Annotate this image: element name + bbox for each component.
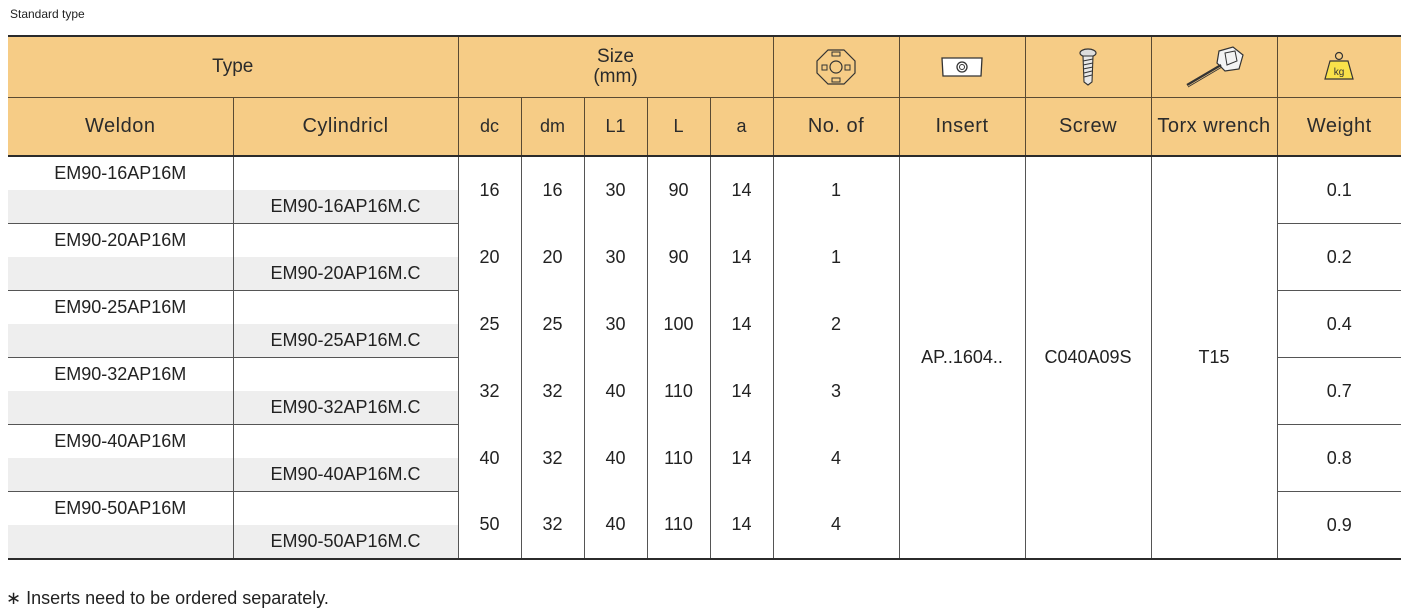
header-dc: dc (458, 98, 521, 157)
insert-value: AP..1604.. (899, 156, 1025, 559)
l1-value: 30 (584, 291, 647, 358)
header-size-label: Size (597, 46, 634, 67)
table-caption: Standard type (10, 7, 85, 21)
dm-value: 32 (521, 358, 584, 425)
header-no-of: No. of (773, 98, 899, 157)
header-weight: Weight (1277, 98, 1401, 157)
no-of-value: 1 (773, 224, 899, 291)
weldon-code-empty (8, 324, 233, 358)
spec-table (8, 35, 1401, 560)
header-weight-icon-cell (1277, 36, 1401, 98)
footnote: ∗ Inserts need to be ordered separately. (6, 588, 329, 608)
header-screw: Screw (1025, 98, 1151, 157)
dm-value: 32 (521, 492, 584, 560)
weldon-code-empty (8, 525, 233, 559)
cylindrical-code: EM90-25AP16M.C (233, 324, 458, 358)
no-of-value: 1 (773, 156, 899, 224)
insert-count-icon (814, 47, 858, 87)
header-a: a (710, 98, 773, 157)
weldon-code: EM90-40AP16M (8, 425, 233, 459)
cylindrical-code: EM90-20AP16M.C (233, 257, 458, 291)
no-of-value: 4 (773, 492, 899, 560)
cylindrical-code-empty (233, 358, 458, 392)
weldon-code-empty (8, 391, 233, 425)
header-torx-wrench: Torx wrench (1151, 98, 1277, 157)
weldon-code-empty (8, 190, 233, 224)
l-value: 100 (647, 291, 710, 358)
l-value: 110 (647, 492, 710, 560)
header-torx-icon-cell (1151, 36, 1277, 98)
cylindrical-code: EM90-50AP16M.C (233, 525, 458, 559)
no-of-value: 2 (773, 291, 899, 358)
dc-value: 40 (458, 425, 521, 492)
cylindrical-code: EM90-32AP16M.C (233, 391, 458, 425)
header-size (458, 36, 773, 98)
header-insert: Insert (899, 98, 1025, 157)
a-value: 14 (710, 492, 773, 560)
torx-wrench-icon (1181, 45, 1247, 89)
weldon-code: EM90-50AP16M (8, 492, 233, 526)
no-of-value: 4 (773, 425, 899, 492)
a-value: 14 (710, 358, 773, 425)
torx-value: T15 (1151, 156, 1277, 559)
weldon-code: EM90-16AP16M (8, 156, 233, 190)
a-value: 14 (710, 156, 773, 224)
cylindrical-code: EM90-40AP16M.C (233, 458, 458, 492)
dm-value: 32 (521, 425, 584, 492)
weight-value: 0.8 (1277, 425, 1401, 492)
weight-value: 0.2 (1277, 224, 1401, 291)
weldon-code-empty (8, 257, 233, 291)
l1-value: 40 (584, 492, 647, 560)
a-value: 14 (710, 425, 773, 492)
l-value: 90 (647, 224, 710, 291)
l-value: 90 (647, 156, 710, 224)
cylindrical-code-empty (233, 224, 458, 258)
dc-value: 50 (458, 492, 521, 560)
header-weldon: Weldon (8, 98, 233, 157)
header-dm: dm (521, 98, 584, 157)
cylindrical-code-empty (233, 492, 458, 526)
dm-value: 20 (521, 224, 584, 291)
weight-value: 0.7 (1277, 358, 1401, 425)
header-size-unit: (mm) (593, 66, 638, 87)
a-value: 14 (710, 224, 773, 291)
header-screw-icon-cell (1025, 36, 1151, 98)
weldon-code: EM90-32AP16M (8, 358, 233, 392)
cylindrical-code-empty (233, 156, 458, 190)
dc-value: 16 (458, 156, 521, 224)
weldon-code-empty (8, 458, 233, 492)
weight-icon-label: kg (1333, 67, 1345, 78)
l-value: 110 (647, 425, 710, 492)
table-row (8, 156, 1401, 190)
dc-value: 25 (458, 291, 521, 358)
l1-value: 40 (584, 425, 647, 492)
weight-kg-icon (1322, 51, 1356, 83)
weight-value: 0.4 (1277, 291, 1401, 358)
insert-icon (937, 54, 987, 80)
header-no-of-icon-cell (773, 36, 899, 98)
cylindrical-code-empty (233, 291, 458, 325)
header-l: L (647, 98, 710, 157)
l-value: 110 (647, 358, 710, 425)
dc-value: 20 (458, 224, 521, 291)
header-type: Type (8, 36, 458, 98)
cylindrical-code-empty (233, 425, 458, 459)
screw-value: C040A09S (1025, 156, 1151, 559)
header-cylindrical: Cylindricl (233, 98, 458, 157)
a-value: 14 (710, 291, 773, 358)
header-l1: L1 (584, 98, 647, 157)
dc-value: 32 (458, 358, 521, 425)
weldon-code: EM90-25AP16M (8, 291, 233, 325)
weldon-code: EM90-20AP16M (8, 224, 233, 258)
weight-value: 0.9 (1277, 492, 1401, 560)
no-of-value: 3 (773, 358, 899, 425)
dm-value: 16 (521, 156, 584, 224)
weight-value: 0.1 (1277, 156, 1401, 224)
cylindrical-code: EM90-16AP16M.C (233, 190, 458, 224)
dm-value: 25 (521, 291, 584, 358)
screw-icon (1077, 47, 1099, 87)
header-insert-icon-cell (899, 36, 1025, 98)
l1-value: 30 (584, 224, 647, 291)
l1-value: 30 (584, 156, 647, 224)
l1-value: 40 (584, 358, 647, 425)
